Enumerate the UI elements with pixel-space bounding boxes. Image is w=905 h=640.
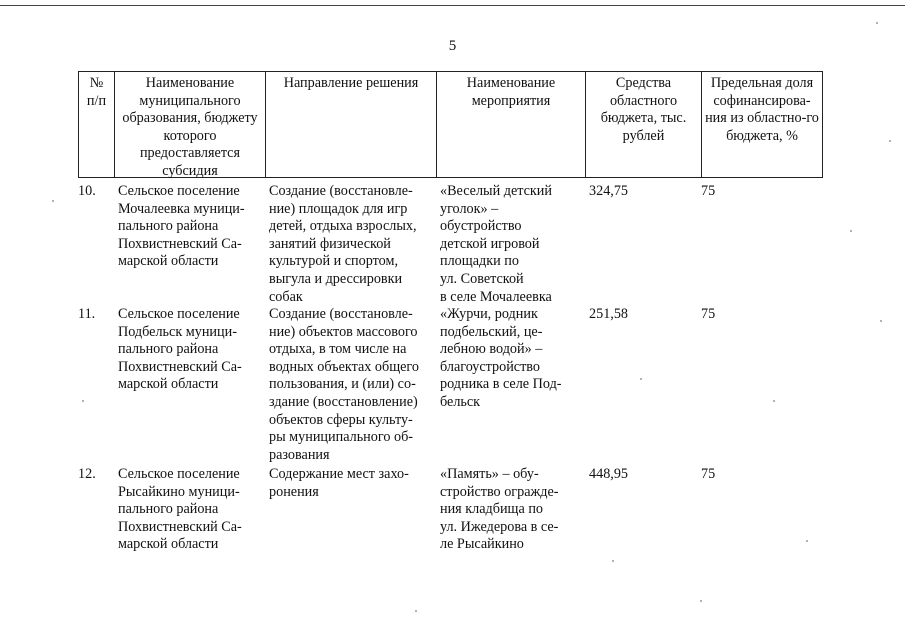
header-share: Предельная доля софинансирова-ния из областно-го бюджета, % [701, 72, 823, 177]
header-direction: Направление решения [265, 72, 436, 177]
header-event: Наименование мероприятия [436, 72, 585, 177]
scan-speck [415, 610, 417, 612]
scan-speck [773, 400, 775, 402]
scan-speck [850, 230, 852, 232]
row-amount: 448,95 [589, 466, 629, 482]
table-header-row [78, 71, 823, 178]
table-row [78, 463, 823, 586]
scan-speck [880, 320, 882, 322]
row-event: «Журчи, родник подбельский, це- лебною водой» – благоустройство родника в селе Под- бельск [440, 306, 562, 410]
scan-speck [52, 200, 54, 202]
subsidy-table [78, 71, 823, 586]
scan-speck [612, 560, 614, 562]
row-municipality: Сельское поселение Подбельск муници- пального района Похвистневский Са- марской области [118, 306, 242, 393]
header-number: № п/п [78, 72, 114, 177]
row-event: «Веселый детский уголок» – обустройство детской игровой площадки по ул. Советской в селе Мочалеевка [440, 183, 552, 305]
row-number: 12. [78, 466, 96, 482]
row-event: «Память» – обу- стройство огражде- ния кладбища по ул. Ижедерова в се- ле Рысайкино [440, 466, 559, 553]
row-direction: Создание (восстановле- ние) площадок для игр детей, отдыха взрослых, занятий физической культурой и спортом, выгула и дрессировки собак [269, 183, 417, 305]
row-number: 10. [78, 183, 96, 199]
page-number: 5 [448, 38, 457, 54]
scan-speck [889, 140, 891, 142]
scan-speck [700, 600, 702, 602]
scan-speck [82, 400, 84, 402]
row-municipality: Сельское поселение Мочалеевка муници- пального района Похвистневский Са- марской области [118, 183, 245, 270]
row-number: 11. [78, 306, 96, 322]
header-municipality: Наименование муниципального образования, бюджету которого предоставляется субсидия [114, 72, 265, 177]
scan-speck [876, 22, 878, 24]
row-share: 75 [701, 466, 716, 482]
scan-speck [806, 540, 808, 542]
row-municipality: Сельское поселение Рысайкино муници- пального района Похвистневский Са- марской области [118, 466, 242, 553]
scan-speck [640, 378, 642, 380]
row-amount: 251,58 [589, 306, 629, 322]
table-row [78, 306, 823, 463]
row-direction: Содержание мест захо- ронения [269, 466, 409, 500]
top-border-line [0, 5, 905, 6]
table-row [78, 178, 823, 306]
row-amount: 324,75 [589, 183, 629, 199]
row-direction: Создание (восстановле- ние) объектов массового отдыха, в том числе на водных объектах общего пользования, и (или) со- здание (восстановление) объектов сферы культу- ры муниципального об- разования [269, 306, 419, 463]
row-share: 75 [701, 306, 716, 322]
header-amount: Средства областного бюджета, тыс. рублей [585, 72, 701, 177]
row-share: 75 [701, 183, 716, 199]
